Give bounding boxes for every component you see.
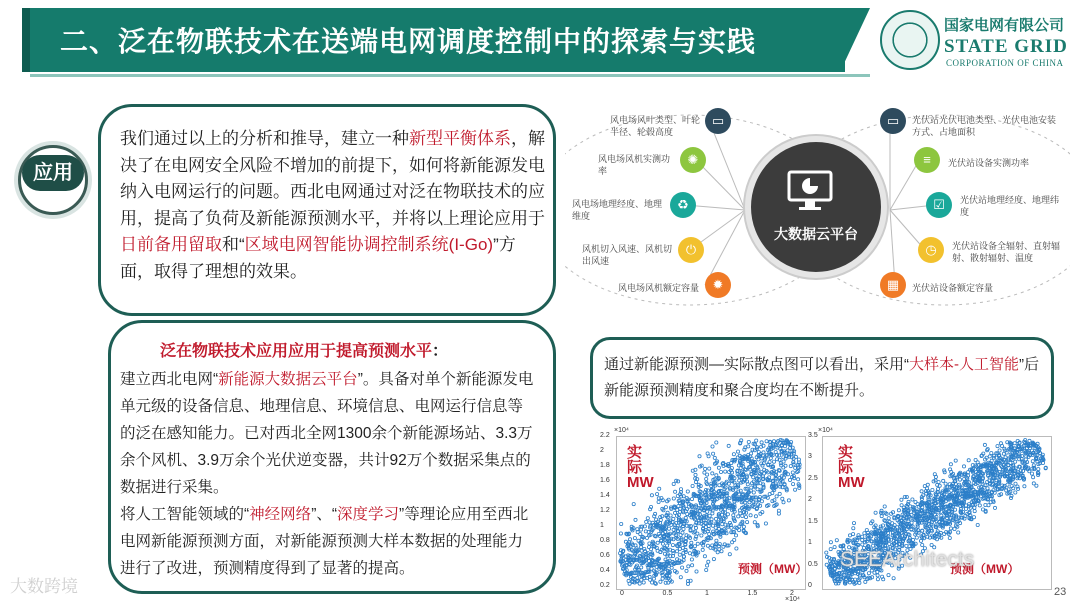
scatter-point: [645, 536, 648, 539]
scatter-point: [666, 544, 669, 547]
scatter-point: [690, 498, 693, 501]
scatter-point: [948, 536, 951, 539]
tick-label: 0: [620, 590, 624, 597]
scatter-conclusion-text: 通过新能源预测—实际散点图可以看出，采用“大样本-人工智能”后新能源预测精度和聚合度均在不断提升。: [604, 356, 1039, 399]
node-label-pv-geo: 光伏站地理经度、地理纬度: [960, 195, 1060, 217]
highlight-neural-network: 神经网络: [249, 506, 312, 523]
scatter-point: [727, 444, 730, 447]
scatter-point: [778, 492, 781, 495]
scatter-point: [778, 454, 781, 457]
scatter-point: [874, 511, 877, 514]
scatter-point: [754, 515, 757, 518]
scatter-point: [905, 495, 908, 498]
scatter-point: [797, 478, 800, 481]
node-label-wind-geo: 风电场地理经度、地理维度: [572, 199, 663, 221]
scatter-point: [972, 516, 975, 519]
scatter-point: [911, 498, 914, 501]
scatter-point: [788, 478, 791, 481]
scatter-point: [755, 439, 758, 442]
scatter-point: [681, 566, 684, 569]
scatter-point: [954, 459, 957, 462]
scatter-point: [741, 514, 744, 517]
scatter-point: [782, 501, 785, 504]
scatter-point: [892, 577, 895, 580]
scatter-point: [1006, 483, 1009, 486]
scatter-point: [650, 494, 653, 497]
tick-label: 1.8: [600, 462, 610, 469]
scatter-point: [672, 538, 675, 541]
plot-before-ylabel: 实际MW: [627, 444, 654, 491]
scatter-point: [889, 538, 892, 541]
page-number: 23: [1054, 586, 1067, 598]
tick-label: 0.5: [662, 590, 673, 597]
scatter-point: [650, 567, 653, 570]
node-label-pv-cell: 光伏站光伏电池类型、光伏电池安装方式、占地面积: [912, 115, 1057, 137]
scatter-point: [655, 518, 658, 521]
scatter-point: [883, 505, 886, 508]
scatter-point: [715, 474, 718, 477]
scatter-point: [714, 517, 717, 520]
scatter-point: [746, 521, 749, 524]
scatter-point: [688, 552, 691, 555]
scatter-point: [750, 452, 753, 455]
scatter-point: [698, 455, 701, 458]
scatter-point: [656, 493, 659, 496]
scatter-point: [664, 506, 667, 509]
scatter-point: [691, 564, 694, 567]
monitor-chart-icon: [785, 168, 835, 214]
scatter-point: [781, 497, 784, 500]
node-label-pv-radiation: 光伏站设备全辐射、直射辐射、散射辐射、温度: [952, 241, 1061, 263]
scatter-point: [671, 544, 674, 547]
scatter-point: [737, 515, 740, 518]
scatter-point: [686, 490, 689, 493]
scatter-point: [764, 522, 767, 525]
scatter-point: [694, 473, 697, 476]
scatter-point: [920, 490, 923, 493]
title-underline: [30, 74, 870, 77]
application-badge-label: 应用: [22, 155, 84, 191]
scatter-point: [863, 532, 866, 535]
scatter-point: [654, 535, 657, 538]
tablet-icon: ▭: [705, 108, 731, 134]
scatter-point: [861, 535, 864, 538]
tick-label: 1.6: [600, 477, 610, 484]
scatter-point: [657, 500, 660, 503]
scatter-point: [910, 521, 913, 524]
scatter-point: [728, 553, 731, 556]
scatter-point: [791, 471, 794, 474]
tick-label: 3: [808, 453, 812, 461]
tick-label: 2: [600, 447, 604, 454]
scatter-point: [776, 446, 779, 449]
scatter-point: [672, 497, 675, 500]
plot-after-ylabel: 实际MW: [838, 444, 865, 491]
scatter-point: [833, 546, 836, 549]
scatter-point: [974, 458, 977, 461]
scatter-point: [1013, 442, 1016, 445]
scatter-point: [747, 440, 750, 443]
scatter-point: [962, 465, 965, 468]
state-grid-logo-icon: [880, 10, 940, 70]
highlight-cloud-platform: 新能源大数据云平台: [218, 371, 358, 388]
scatter-point: [734, 534, 737, 537]
scatter-point: [897, 509, 900, 512]
tick-label: 2.2: [600, 432, 610, 439]
tick-label: 1.5: [808, 517, 818, 525]
scatter-point: [752, 491, 755, 494]
scatter-point: [900, 504, 903, 507]
node-label-wind-speed: 风机切入风速、风机切出风速: [582, 244, 673, 266]
scatter-point: [996, 445, 999, 448]
flame-icon: ✹: [705, 272, 731, 298]
scatter-point: [624, 540, 627, 543]
scatter-point: [861, 539, 864, 542]
forecast-box-text: 建立西北电网“新能源大数据云平台”。具备对单个新能源发电单元级的设备信息、地理信息、环境信息、电网运行信息等的泛在感知能力。已对西北全网1300余个新能源场站、3.3万余个风机、3.9万余个光伏逆变器，共计92万个数据采集点的数据进行采集。 将人工智能领域的“神经网络”、“深度学习”等理论应用至西北电网新能源预测方面，对新能源预测大样本数据的处理能力进行了改进，预测精度得到了显著的提高。: [120, 371, 534, 577]
scatter-point: [949, 463, 952, 466]
scatter-point: [864, 580, 867, 583]
scatter-point: [950, 489, 953, 492]
scatter-point: [694, 481, 697, 484]
scatter-point: [825, 551, 828, 554]
logo-chinese-name: 国家电网有限公司: [944, 17, 1065, 34]
scatter-point: [640, 578, 643, 581]
scatter-point: [1031, 460, 1034, 463]
summary-text: 我们通过以上的分析和推导，建立一种新型平衡体系，解决了在电网安全风险不增加的前提下，如何将新能源发电纳入电网运行的问题。西北电网通过对泛在物联技术的应用，提高了负荷及新能源预测水平，并将以上理论应用于日前备用留取和“区域电网智能协调控制系统(I-Go)”方面，取得了理想的效果。: [120, 129, 545, 281]
dial-icon: ◷: [918, 237, 944, 263]
scatter-point: [693, 545, 696, 548]
scatter-point: [640, 549, 643, 552]
scatter-point: [646, 517, 649, 520]
scatter-point: [858, 581, 861, 584]
plot-before-scale: ×10⁴: [614, 427, 629, 434]
power-icon: ⏻: [678, 237, 704, 263]
tick-label: 1.2: [600, 507, 610, 514]
tick-label: 1.4: [600, 492, 610, 499]
scatter-point: [732, 453, 735, 456]
scatter-point: [712, 558, 715, 561]
scatter-point: [772, 460, 775, 463]
scatter-point: [703, 471, 706, 474]
watermark-right: SEEArchitects: [840, 548, 975, 571]
scatter-point: [949, 527, 952, 530]
scatter-point: [634, 518, 637, 521]
node-label-wind-blade: 风电场风叶类型、叶轮半径、轮毂高度: [610, 115, 701, 137]
sun-gear-icon: ✺: [680, 147, 706, 173]
highlight-deep-learning: 深度学习: [337, 506, 400, 523]
scatter-point: [958, 478, 961, 481]
forecast-box-title: 泛在物联技术应用应用于提高预测水平：: [160, 343, 449, 360]
scatter-point: [983, 443, 986, 446]
scatter-point: [713, 456, 716, 459]
scatter-point: [679, 576, 682, 579]
scatter-point: [787, 499, 790, 502]
scatter-point: [1032, 476, 1035, 479]
scatter-point: [736, 450, 739, 453]
scatter-point: [943, 532, 946, 535]
scatter-point: [719, 470, 722, 473]
scatter-point: [676, 494, 679, 497]
scatter-point: [675, 550, 678, 553]
scatter-point: [867, 572, 870, 575]
scatter-point: [1032, 482, 1035, 485]
scatter-point: [642, 581, 645, 584]
scatter-point: [718, 484, 721, 487]
node-label-wind-capacity: 风电场风机额定容量: [618, 283, 700, 293]
scatter-point: [696, 542, 699, 545]
scatter-point: [907, 500, 910, 503]
scatter-point: [973, 510, 976, 513]
scatter-point: [735, 547, 738, 550]
watermark-left: 大数跨境: [10, 577, 78, 596]
tick-label: 0: [808, 582, 812, 589]
scatter-point: [829, 541, 832, 544]
scatter-point: [742, 525, 745, 528]
tick-label: 3.5: [808, 432, 818, 439]
scatter-point: [887, 517, 890, 520]
scatter-point: [923, 485, 926, 488]
scatter-point: [1037, 468, 1040, 471]
scatter-point: [632, 503, 635, 506]
scatter-point: [779, 462, 782, 465]
scatter-point: [744, 516, 747, 519]
scatter-point: [964, 507, 967, 510]
scatter-point: [733, 538, 736, 541]
node-label-pv-power: 光伏站设备实测功率: [948, 158, 1030, 168]
scatter-point: [712, 452, 715, 455]
scatter-point: [992, 454, 995, 457]
scatter-point: [876, 578, 879, 581]
scatter-point: [656, 541, 659, 544]
plot-after-yticks: [808, 432, 822, 592]
scatter-point: [639, 533, 642, 536]
scatter-point: [908, 537, 911, 540]
scatter-point: [706, 564, 709, 567]
slide-title: 二、泛在物联技术在送端电网调度控制中的探索与实践: [60, 26, 757, 57]
scatter-point: [659, 580, 662, 583]
tick-label: 0.2: [600, 582, 610, 589]
scatter-point: [852, 527, 855, 530]
scatter-point: [775, 495, 778, 498]
scatter-point: [640, 566, 643, 569]
plot-before-xticks: [620, 590, 800, 600]
scatter-point: [672, 517, 675, 520]
node-label-pv-capacity: 光伏站设备额定容量: [912, 283, 994, 293]
tick-label: 1.5: [747, 590, 758, 597]
scatter-point: [711, 472, 714, 475]
scatter-point: [835, 539, 838, 542]
scatter-point: [700, 534, 703, 537]
tick-label: 0.4: [600, 567, 610, 574]
scatter-point: [691, 484, 694, 487]
scatter-point: [921, 543, 924, 546]
scatter-point: [993, 506, 996, 509]
hub-label: 大数据云平台: [774, 226, 858, 242]
scatter-point: [978, 504, 981, 507]
tick-label: 0.8: [600, 537, 610, 544]
scatter-point: [861, 543, 864, 546]
plot-after-xlabel: 预测（MW）: [950, 562, 1020, 576]
scatter-point: [629, 538, 632, 541]
tick-label: 2.5: [808, 474, 818, 482]
scatter-point: [681, 531, 684, 534]
scatter-point: [705, 477, 708, 480]
scatter-point: [637, 539, 640, 542]
scatter-point: [900, 498, 903, 501]
scatter-point: [1002, 452, 1005, 455]
tick-label: 2: [790, 590, 794, 597]
highlight-balance-system: 新型平衡体系: [409, 129, 511, 148]
scatter-point: [661, 577, 664, 580]
scatter-point: [720, 550, 723, 553]
scatter-point: [738, 479, 741, 482]
scatter-point: [752, 476, 755, 479]
scatter-point: [715, 441, 718, 444]
scatter-point: [915, 536, 918, 539]
scatter-point: [678, 553, 681, 556]
scatter-point: [704, 467, 707, 470]
scatter-point: [707, 560, 710, 563]
scatter-point: [672, 482, 675, 485]
scatter-point: [753, 521, 756, 524]
scatter-point: [687, 565, 690, 568]
scatter-point: [708, 467, 711, 470]
logo-english-name: STATE GRID: [944, 36, 1068, 57]
highlight-ai: 大样本-人工智能: [909, 356, 1019, 373]
scatter-point: [967, 459, 970, 462]
scatter-point: [988, 455, 991, 458]
grid-icon: ▦: [880, 272, 906, 298]
tick-label: 2: [808, 496, 812, 504]
scatter-point: [619, 532, 622, 535]
scatter-point: [677, 505, 680, 508]
scatter-point: [1023, 485, 1026, 488]
scatter-point: [765, 440, 768, 443]
scatter-point: [686, 513, 689, 516]
scatter-point: [1014, 491, 1017, 494]
scatter-point: [724, 470, 727, 473]
scatter-point: [990, 452, 993, 455]
tick-label: 1: [705, 590, 709, 597]
scatter-point: [919, 539, 922, 542]
scatter-point: [792, 483, 795, 486]
chart-icon: ☑: [926, 192, 952, 218]
scatter-point: [645, 520, 648, 523]
highlight-reserve: 日前备用留取: [120, 235, 222, 254]
scatter-point: [744, 468, 747, 471]
node-label-wind-power: 风电场风机实测功率: [598, 154, 671, 176]
scatter-point: [749, 514, 752, 517]
scatter-point: [719, 535, 722, 538]
scatter-point: [848, 534, 851, 537]
tick-label: 1: [600, 522, 604, 529]
scatter-point: [703, 555, 706, 558]
scatter-point: [760, 441, 763, 444]
scatter-point: [648, 521, 651, 524]
scatter-point: [661, 542, 664, 545]
plot-before-xscale: ×10⁴: [785, 596, 800, 603]
scatter-point: [690, 558, 693, 561]
scatter-point: [887, 574, 890, 577]
scatter-point: [829, 548, 832, 551]
tick-label: 0.6: [600, 552, 610, 559]
scatter-point: [694, 477, 697, 480]
scatter-point: [620, 522, 623, 525]
tick-label: 0.5: [808, 560, 818, 568]
scatter-point: [716, 551, 719, 554]
logo-subtitle: CORPORATION OF CHINA: [946, 58, 1064, 68]
scatter-point: [633, 537, 636, 540]
tick-label: 1: [808, 539, 812, 547]
scatter-point: [717, 466, 720, 469]
scatter-point: [852, 522, 855, 525]
scatter-point: [647, 546, 650, 549]
scatter-point: [912, 538, 915, 541]
scatter-point: [738, 529, 741, 532]
scatter-point: [726, 513, 729, 516]
plot-before-xlabel: 预测（MW）: [738, 562, 808, 576]
plot-before-yticks: [600, 432, 614, 592]
scatter-point: [695, 570, 698, 573]
plot-after-scale: ×10⁴: [818, 427, 833, 434]
tablet-icon: ▭: [880, 108, 906, 134]
scatter-point: [685, 569, 688, 572]
scatter-point: [674, 490, 677, 493]
scatter-point: [944, 482, 947, 485]
scatter-point: [658, 487, 661, 490]
scatter-point: [701, 548, 704, 551]
scatter-point: [782, 466, 785, 469]
scatter-point: [1014, 467, 1017, 470]
scatter-point: [711, 445, 714, 448]
scatter-point: [872, 544, 875, 547]
scatter-point: [762, 451, 765, 454]
scatter-point: [1010, 494, 1013, 497]
recycle-icon: ♻: [670, 192, 696, 218]
scatter-point: [976, 523, 979, 526]
highlight-igo: 区域电网智能协调控制系统(I-Go): [244, 235, 494, 254]
scatter-point: [957, 531, 960, 534]
list-icon: ≡: [914, 147, 940, 173]
title-bar-slant: [840, 8, 870, 72]
scatter-point: [942, 479, 945, 482]
scatter-point: [705, 568, 708, 571]
scatter-point: [794, 488, 797, 491]
scatter-point: [931, 488, 934, 491]
scatter-point: [876, 574, 879, 577]
